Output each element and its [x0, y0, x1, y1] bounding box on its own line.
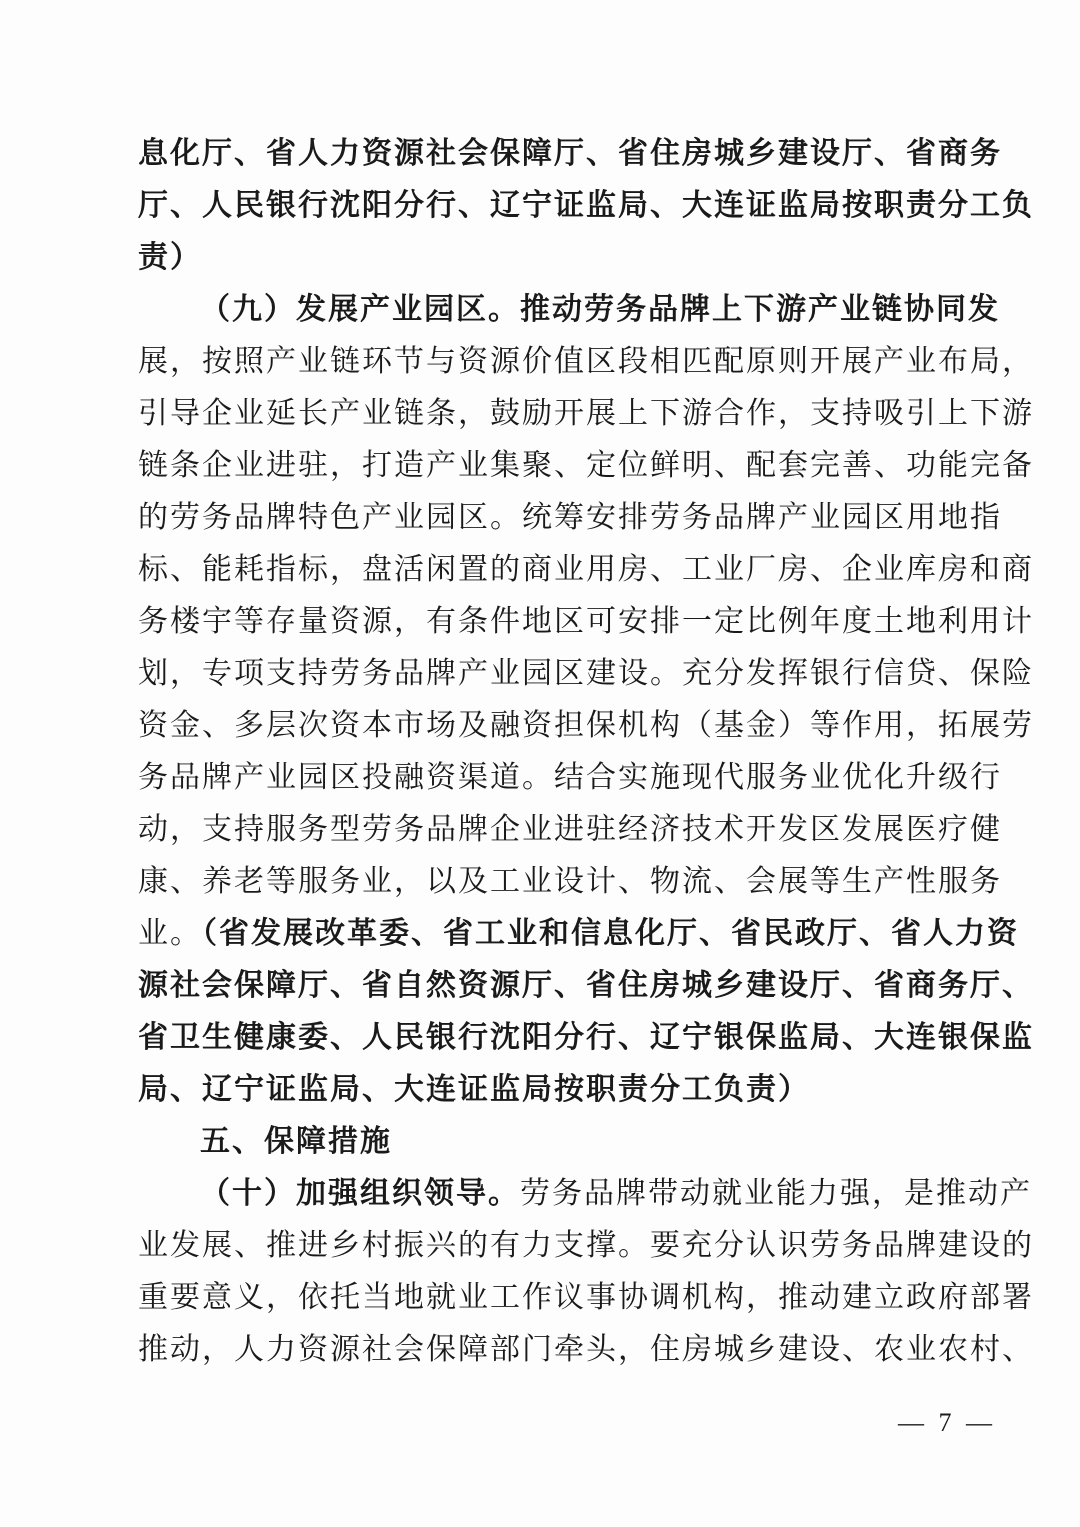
text-line-16-end: （省发展改革委、省工业和信息化厅、省民政厅、省人力资 [202, 916, 1019, 951]
text-line-8: 的劳务品牌特色产业园区。统筹安排劳务品牌产业园区用地指 [138, 500, 1002, 535]
section-heading-safeguards: 五、保障措施 [200, 1124, 392, 1159]
text-line-19: 局、辽宁证监局、大连证监局按职责分工负责） [138, 1072, 810, 1107]
section-ten-title: （十）加强组织领导。 [200, 1176, 520, 1211]
section-ten-text: 劳务品牌带动就业能力强，是推动产 [520, 1176, 1032, 1211]
text-line-12: 资金、多层次资本市场及融资担保机构（基金）等作用，拓展劳 [138, 708, 1034, 743]
text-line-6: 引导企业延长产业链条，鼓励开展上下游合作，支持吸引上下游 [138, 396, 1034, 431]
section-nine-first-line [138, 284, 1000, 336]
section-ten-first-line [138, 1168, 1032, 1220]
text-line-7: 链条企业进驻，打造产业集聚、定位鲜明、配套完善、功能完备 [138, 448, 1034, 483]
page-number: — 7 — [898, 1408, 996, 1437]
text-line-22: 业发展、推进乡村振兴的有力支撑。要充分认识劳务品牌建设的 [138, 1228, 1034, 1263]
text-line-10: 务楼宇等存量资源，有条件地区可安排一定比例年度土地利用计 [138, 604, 1034, 639]
text-line-16-start: 业。 [138, 916, 202, 951]
text-line-3: 责） [138, 240, 202, 275]
text-line-13: 务品牌产业园区投融资渠道。结合实施现代服务业优化升级行 [138, 760, 1002, 795]
body-text [138, 128, 1034, 1376]
text-line-14: 动，支持服务型劳务品牌企业进驻经济技术开发区发展医疗健 [138, 812, 1002, 847]
text-line-15: 康、养老等服务业，以及工业设计、物流、会展等生产性服务 [138, 864, 1002, 899]
text-line-9: 标、能耗指标，盘活闲置的商业用房、工业厂房、企业库房和商 [138, 552, 1034, 587]
text-line-18: 省卫生健康委、人民银行沈阳分行、辽宁银保监局、大连银保监 [138, 1020, 1034, 1055]
text-line-24: 推动，人力资源社会保障部门牵头，住房城乡建设、农业农村、 [138, 1332, 1034, 1367]
text-line-17: 源社会保障厅、省自然资源厅、省住房城乡建设厅、省商务厅、 [138, 968, 1034, 1003]
text-line-1: 息化厅、省人力资源社会保障厅、省住房城乡建设厅、省商务 [138, 136, 1002, 171]
text-line-11: 划，专项支持劳务品牌产业园区建设。充分发挥银行信贷、保险 [138, 656, 1034, 691]
text-line-2: 厅、人民银行沈阳分行、辽宁证监局、大连证监局按职责分工负 [138, 188, 1034, 223]
text-line-5: 展，按照产业链环节与资源价值区段相匹配原则开展产业布局， [138, 344, 1034, 379]
section-nine-title: （九）发展产业园区。推动劳务品牌上下游产业链协同发 [200, 292, 1000, 327]
text-line-23: 重要意义，依托当地就业工作议事协调机构，推动建立政府部署 [138, 1280, 1034, 1315]
text-line-16 [138, 908, 1019, 960]
